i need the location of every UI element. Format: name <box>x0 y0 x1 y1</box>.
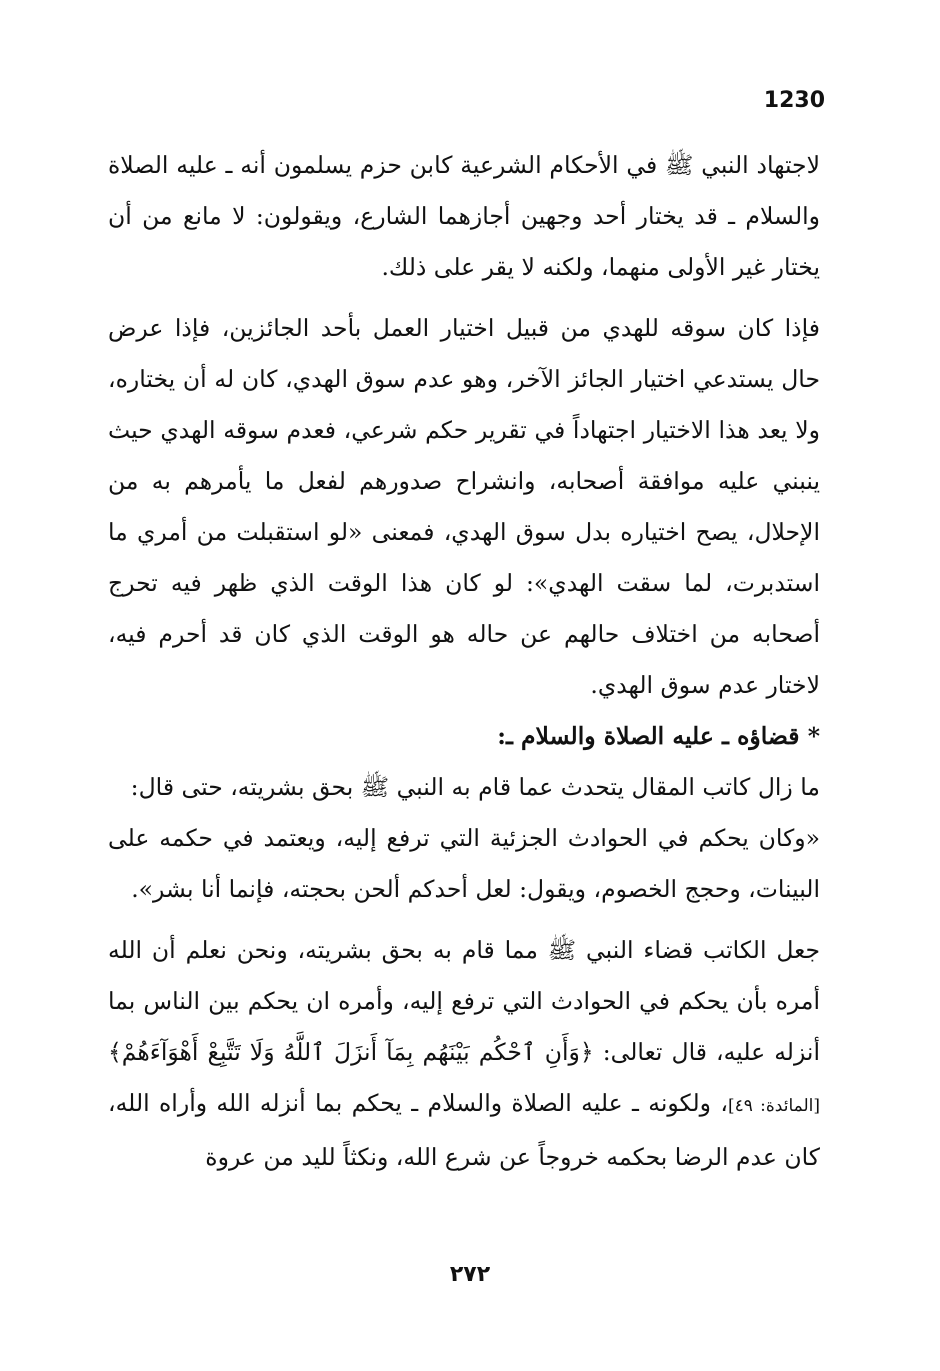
quran-verse: ﴿وَأَنِ ٱحْكُم بَيْنَهُم بِمَآ أَنزَلَ ٱللَّهُ وَلَا تَتَّبِعْ أَهْوَآءَهُمْ﴾ <box>108 1038 594 1066</box>
verse-citation: [المائدة: ٤٩] <box>727 1096 820 1116</box>
quote-paragraph: «وكان يحكم في الحوادث الجزئية التي ترفع إليه، ويعتمد في حكمه على البينات، وحجج الخصوم، ويقول: لعل أحدكم ألحن بحجته، فإنما أنا بشر». <box>108 824 820 903</box>
section-heading: * قضاؤه ـ عليه الصلاة والسلام ـ: <box>497 722 820 750</box>
bottom-page-number: ٢٧٢ <box>449 1262 491 1287</box>
paragraph-4-text: جعل الكاتب قضاء النبي ﷺ مما قام به بحق بشريته، ونحن نعلم أن الله أمره بأن يحكم في الحوادث التي ترفع إليه، وأمره ان يحكم بين الناس بما أنزله عليه، قال تعالى: <box>108 936 820 1066</box>
paragraph-3: ما زال كاتب المقال يتحدث عما قام به النبي ﷺ بحق بشريته، حتى قال: <box>130 773 820 801</box>
paragraph-2: فإذا كان سوقه للهدي من قبيل اختيار العمل بأحد الجائزين، فإذا عرض حال يستدعي اختيار الجائز الآخر، وهو عدم سوق الهدي، كان له أن يختاره، ولا يعد هذا الاختيار اجتهاداً في تقرير حكم شرعي، فعدم سوقه الهدي حيث ينبني عليه موافقة أصحابه، وانشراح صدورهم لفعل ما يأمرهم به من الإحلال، يصح اختياره بدل سوق الهدي، فمعنى «لو استقبلت من أمري ما استدبرت، لما سقت الهدي»: لو كان هذا الوقت الذي ظهر فيه تحرج أصحابه من اختلاف حالهم عن حاله هو الوقت الذي كان قد أحرم فيه، لاختار عدم سوق الهدي. <box>108 314 820 699</box>
paragraph-1: لاجتهاد النبي ﷺ في الأحكام الشرعية كابن حزم يسلمون أنه ـ عليه الصلاة والسلام ـ قد يختار أحد وجهين أجازهما الشارع، ويقولون: لا مانع من أن يختار غير الأولى منهما، ولكنه لا يقر على ذلك. <box>108 151 820 281</box>
paragraph-4 <box>108 925 820 1183</box>
top-page-number: 1230 <box>763 88 825 113</box>
page-body <box>108 140 820 1183</box>
paragraph-4-continuation: ، ولكونه ـ عليه الصلاة والسلام ـ يحكم بما أنزله الله وأراه الله، كان عدم الرضا بحكمه خروجاً عن شرع الله، ونكثاً لليد من عروة <box>108 1089 820 1171</box>
